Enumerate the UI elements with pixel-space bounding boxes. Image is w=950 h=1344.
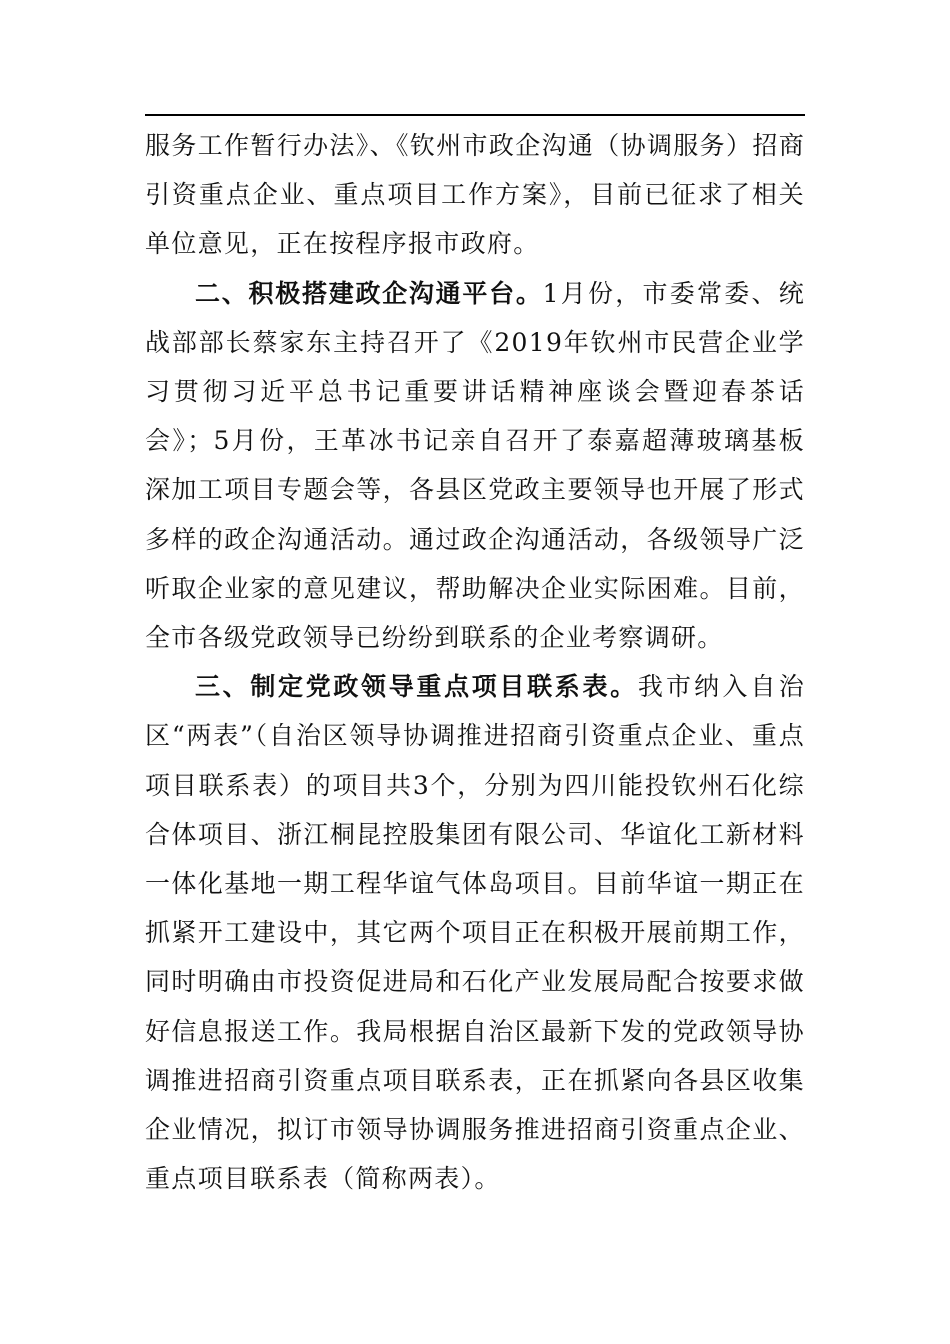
paragraph-text: 我市纳入自治区“两表”（自治区领导协调推进招商引资重点企业、重点项目联系表）的项目共3个，分别为四川能投钦州石化综合体项目、浙江桐昆控股集团有限公司、华谊化工新材料一体化基地一期工程华谊气体岛项目。目前华谊一期正在抓紧开工建设中，其它两个项目正在积极开展前期工作，同时明确由市投资促进局和石化产业发展局配合按要求做好信息报送工作。我局根据自治区最新下发的党政领导协调推进招商引资重点项目联系表，正在抓紧向各县区收集企业情况，拟订市领导协调服务推进招商引资重点企业、重点项目联系表（简称两表）。 <box>145 672 805 1194</box>
header-rule <box>145 114 805 116</box>
paragraph-text: 服务工作暂行办法》、《钦州市政企沟通（协调服务）招商引资重点企业、重点项目工作方案》，目前已征求了相关单位意见，正在按程序报市政府。 <box>145 131 805 259</box>
paragraph-text: 1月份，市委常委、统战部部长蔡家东主持召开了《2019年钦州市民营企业学习贯彻习近平总书记重要讲话精神座谈会暨迎春茶话会》；5月份，王革冰书记亲自召开了泰嘉超薄玻璃基板深加工项目专题会等，各县区党政主要领导也开展了形式多样的政企沟通活动。通过政企沟通活动，各级领导广泛听取企业家的意见建议，帮助解决企业实际困难。目前，全市各级党政领导已纷纷到联系的企业考察调研。 <box>145 278 805 653</box>
paragraph-continuation <box>145 121 805 269</box>
paragraph-platform <box>145 269 805 663</box>
paragraph-contact-table <box>145 662 805 1203</box>
section-heading-contact-table: 三、制定党政领导重点项目联系表。 <box>195 672 638 702</box>
section-heading-platform: 二、积极搭建政企沟通平台。 <box>195 278 543 308</box>
document-body <box>145 121 805 1203</box>
